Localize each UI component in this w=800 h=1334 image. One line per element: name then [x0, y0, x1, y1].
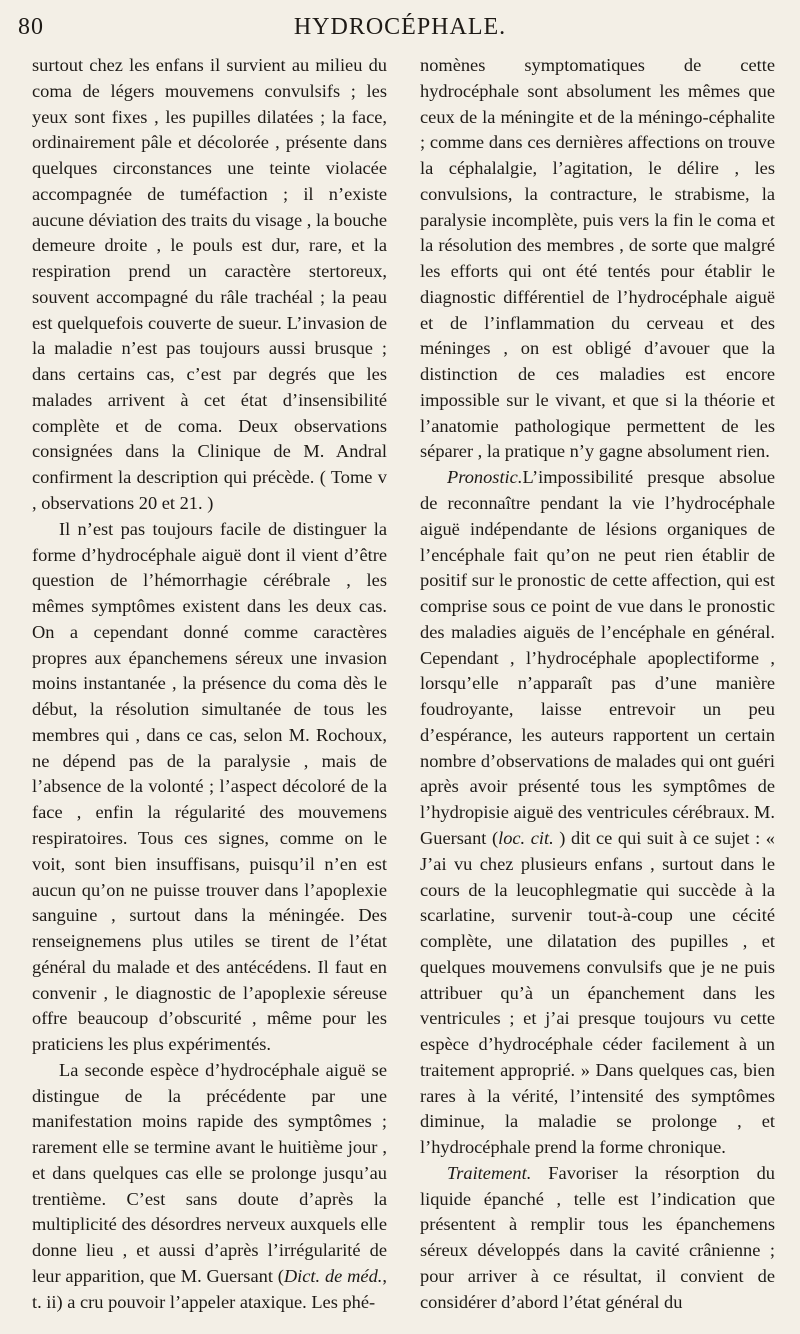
paragraph-symptoms: nomènes symptomatiques de cette hydrocéphale sont absolument les mêmes que ceux de la méningite et de la méningo-céphalite ; comme dans ces dernières affections on trouve la céphalalgie, l’agitation, le délire , les convulsions, la contracture, le strabisme, la paralysie incomplète, puis vers la fin le coma et la résolution des membres , de sorte que malgré les efforts qui ont été tentés pour établir le diagnostic différentiel de l’hydrocéphale aiguë et de l’inflammation du cerveau et des méninges , on est obligé d’avouer que la distinction de ces maladies est encore impossible sur le vivant, et que si la théorie et l’anatomie pathologique permettent de les séparer , la pratique n’y gagne absolument rien. [420, 55, 775, 462]
section-label-traitement: Traitement. [447, 1162, 532, 1183]
running-title: HYDROCÉPHALE. [293, 14, 507, 40]
left-column [32, 53, 387, 1316]
paragraph-traitement [420, 1161, 775, 1316]
section-label-pronostic: Pronostic. [447, 467, 523, 488]
paragraph-pronostic [420, 465, 775, 1161]
paragraph-diagnostic: Il n’est pas toujours facile de distinguer la forme d’hydrocéphale aiguë dont il vient d’être question de l’hémorrhagie cérébrale , les mêmes symptômes existent dans les deux cas. On a cependant donné comme caractères propres aux épanchemens séreux une invasion moins instantanée , la présence du coma dès le début, la résolution simultanée de tous les membres qui , dans ce cas, selon M. Rochoux, ne dépend pas de la paralysie , mais de l’absence de la volonté ; l’aspect décoloré de la face , enfin la régularité des mouvemens respiratoires. Tous ces signes, comme on le voit, sont bien insuffisans, puisqu’il n’en est aucun qu’on ne puisse trouver dans l’apoplexie sanguine , surtout dans la méningée. Des renseignemens plus utiles se tirent de l’état général du malade et des antécédens. Il faut en convenir , le diagnostic de l’apoplexie séreuse offre beaucoup d’obscurité , même pour les praticiens les plus expérimentés. [32, 518, 387, 1055]
paragraph-continuation: surtout chez les enfans il survient au milieu du coma de légers mouvemens convulsifs ; les yeux sont fixes , les pupilles dilatées ; la face, ordinairement pâle et décolorée , présente dans quelques circonstances une teinte violacée accompagnée de tuméfaction ; il n’existe aucune déviation des traits du visage , la bouche demeure droite , le pouls est dur, rare, et la respiration prend un caractère stertoreux, souvent accompagné du râle trachéal ; la peau est quelquefois couverte de sueur. L’invasion de la maladie n’est pas toujours aussi brusque ; dans certains cas, c’est par degrés que les malades arrivent à cet état d’insensibilité complète et de coma. Deux observations consignées dans la Clinique de M. Andral confirment la description qui précède. ( Tome v , observations 20 et 21. ) [32, 55, 387, 514]
citation: loc. cit. [498, 827, 554, 848]
right-column [420, 53, 775, 1316]
citation: Dict. de méd. [283, 1265, 383, 1286]
paragraph-text: La seconde espèce d’hydrocéphale aiguë se distingue de la précédente par une manifestation moins rapide des symptômes ; rarement elle se termine avant le huitième jour , et dans quelques cas elle se prolonge jusqu’au trentième. C’est sans doute d’après la multiplicité des désordres nerveux auxquels elle donne lieu , et aussi d’après l’irrégularité de leur apparition, que M. Guersant ( [32, 1059, 387, 1286]
paragraph-second-species [32, 1058, 387, 1316]
paragraph-text: ) dit ce qui suit à ce sujet : « J’ai vu chez plusieurs enfans , surtout dans le cours de la leucophlegmatie qui succède à la scarlatine, survenir tout-à-coup une cécité complète, une dilatation des pupilles , et quelques mouvemens convulsifs que je ne puis attribuer qu’à un épanchement dans les ventricules ; et j’ai presque toujours vu cette espèce d’hydrocéphale céder facilement à un traitement approprié. » Dans quelques cas, bien rares à la vérité, l’intensité des symptômes diminue, la maladie se prolonge , et l’hydrocéphale prend la forme chronique. [420, 827, 775, 1158]
page-header [18, 12, 782, 42]
page-number: 80 [18, 14, 44, 40]
paragraph-text: , t. ii) a cru pouvoir l’appeler ataxique. Les phé- [32, 1265, 387, 1312]
paragraph-text: Favoriser la résorption du liquide épanché , telle est l’indication que présentent à remplir tous les épanchemens séreux développés dans la cavité crânienne ; pour arriver à ce résultat, il convient de considérer d’abord l’état général du [420, 1162, 775, 1312]
paragraph-text: L’impossibilité presque absolue de reconnaître pendant la vie l’hydrocéphale aiguë indépendante de lésions organiques de l’encéphale fait qu’on ne peut rien établir de positif sur le pronostic de cette affection, qui est comprise sous ce point de vue dans le pronostic des maladies aiguës de l’encéphale en général. Cependant , l’hydrocéphale apoplectiforme , lorsqu’elle n’apparaît pas d’une manière foudroyante, laisse entrevoir un peu d’espérance, les auteurs rapportent un certain nombre d’observations de malades qui ont guéri après avoir présenté tous les symptômes de l’hydropisie aiguë des ventricules cérébraux. M. Guersant ( [420, 467, 775, 848]
